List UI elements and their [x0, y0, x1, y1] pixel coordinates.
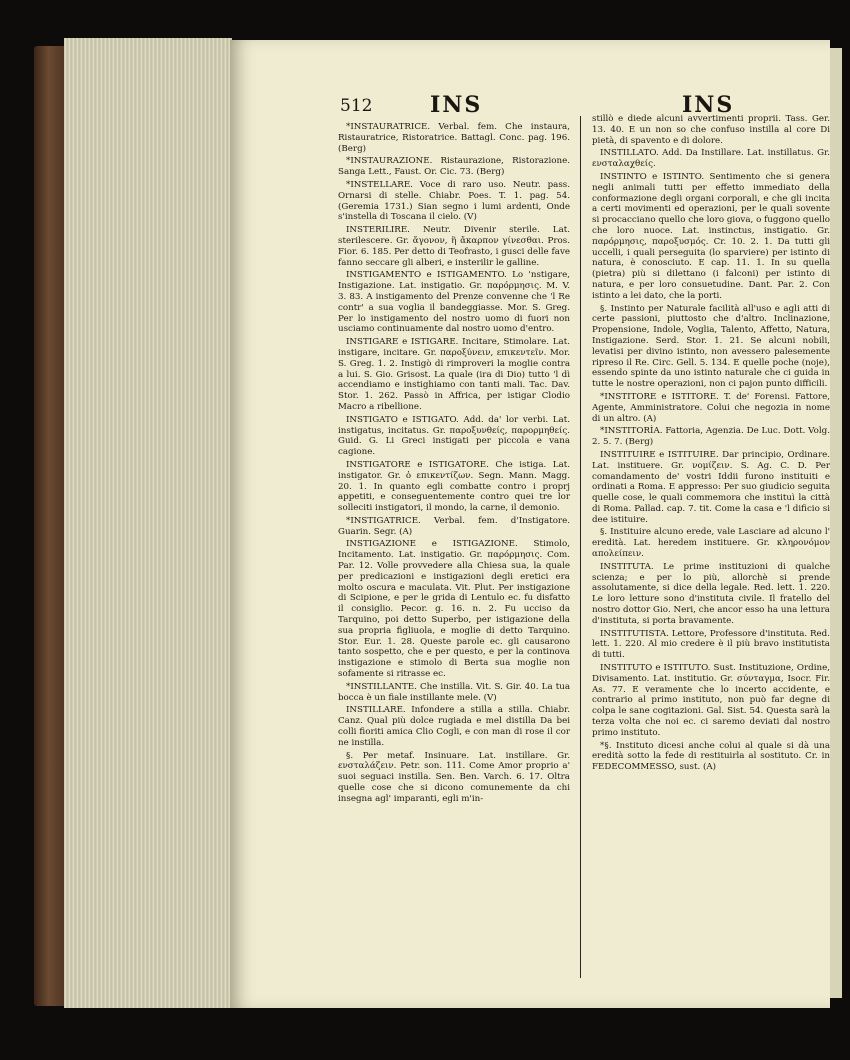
running-head-right: INS — [682, 92, 735, 118]
entry: *INSTITORÌA. Fattoria, Agenzia. De Luc. Dott. Volg. 2. 5. 7. (Berg) — [592, 426, 830, 448]
book — [34, 38, 834, 1010]
entry: *INSTAURATRICE. Verbal. fem. Che instaura, Ristauratrice, Ristoratrice. Battagl. Conc. pag. 196. (Berg) — [338, 122, 570, 154]
right-column — [592, 114, 830, 775]
entry: INSTITUIRE e ISTITUIRE. Dar principio, Ordinare. Lat. instituere. Gr. νομίζειν. S. Ag. C. D. Per comandamento de' vostri Iddii furono instituiti e ordinati a Roma. E appresso: Per suo giudicio seguita quelle cose, le quali commemora che instituì la città di Roma. Pallad. cap. 7. tit. Come la casa e 'l dificio si dee istituire. — [592, 449, 830, 525]
entry: INSTIGARE e ISTIGARE. Incitare, Stimolare. Lat. instigare, incitare. Gr. παροξύνειν, επικεντεῖν. Mor. S. Greg. 1. 2. Instigò di rimproveri la moglie contra a lui. S. Gio. Grisost. La quale (ira di Dio) tutto 'l dì accendiamo e instighiamo con tanti mali. Tac. Dav. Stor. 1. 262. Passò in Affrica, per istigar Clodio Macro a ribellione. — [338, 337, 570, 412]
entry: stillò e diede alcuni avvertimenti proprii. Tass. Ger. 13. 40. E un non so che confuso instilla al core Di pietà, di spavento e di dolore. — [592, 114, 830, 146]
entry: §. Instituire alcuno erede, vale Lasciare ad alcuno l' eredità. Lat. heredem instituere. Gr. κληρονόμον απολείπειν. — [592, 527, 830, 560]
entry: *INSTELLARE. Voce di raro uso. Neutr. pass. Ornarsi di stelle. Chiabr. Poes. T. 1. pag. 54. (Geremia 1731.) Sian segno i lumi ardenti, Onde s'instella di Toscana il cielo. (V) — [338, 179, 570, 223]
column-divider — [580, 116, 581, 978]
page-edges — [64, 38, 232, 1008]
running-head-left: INS — [430, 92, 483, 118]
entry: INSTITUTO e ISTITUTO. Sust. Instituzione, Ordine, Divisamento. Lat. institutio. Gr. σύνταγμα, Isocr. Fir. As. 77. E veramente che lo incerto accidente, e contrario al primo instituto, non può far degne di colpa le sane cogitazioni. Gal. Sist. 54. Questa sarà la terza volta che noi ec. ci saremo deviati dal nostro primo instituto. — [592, 663, 830, 738]
entry: INSTIGAMENTO e ISTIGAMENTO. Lo 'nstigare, Instigazione. Lat. instigatio. Gr. παρόρμησις. M. V. 3. 83. A instigamento del Prenze convenne che 'l Re contr' a sua voglia il bandeggiasse. Mor. S. Greg. Per lo instigamento del nostro uomo di fuori non usciamo continuamente dal nostro uomo d'entro. — [338, 270, 570, 335]
entry: INSTITUTISTA. Lettore, Professore d'instituta. Red. lett. 1. 220. Al mio credere è il più bravo institutista di tutti. — [592, 628, 830, 661]
entry: *INSTILLANTE. Che instilla. Vit. S. Gir. 40. La tua bocca è un fiale instillante mele. (V) — [338, 681, 570, 703]
entry: *INSTITORE e ISTITORE. T. de' Forensi. Fattore, Agente, Amministratore. Colui che negozia in nome di un altro. (A) — [592, 391, 830, 424]
entry: INSTIGATO e ISTIGATO. Add. da' lor verbi. Lat. instigatus, incitatus. Gr. παροξυνθείς, παρορμηθείς. Guid. G. Li Greci instigati per piccola e vana cagione. — [338, 414, 570, 458]
right-page-edge — [830, 48, 842, 998]
entry: INSTERILIRE. Neutr. Divenir sterile. Lat. sterilescere. Gr. ἄγονον, ἢ ἄκαρπον γίνεσθαι. Pros. Fior. 6. 185. Per detto di Teofrasto, i gusci delle fave fanno seccare gli alberi, e insterilir le galline. — [338, 225, 570, 268]
dictionary-page — [230, 40, 830, 1008]
entry: *INSTAURAZIONE. Ristaurazione, Ristorazione. Sanga Lett., Faust. Or. Cic. 73. (Berg) — [338, 156, 570, 178]
entry: INSTILLARE. Infondere a stilla a stilla. Chiabr. Canz. Qual più dolce rugiada e mel distilla Da bei colli fioriti amica Clio Cogli, e con man di rose il cor ne instilla. — [338, 705, 570, 748]
entry: *INSTIGATRICE. Verbal. fem. d'Instigatore. Guarin. Segr. (A) — [338, 515, 570, 537]
page-number: 512 — [340, 96, 373, 116]
entry: INSTINTO e ISTINTO. Sentimento che si genera negli animali tutti per effetto immediato della conformazione degli organi corporali, e che gli incita a certi movimenti ed operazioni, per le quali sovente si procacciano quello che loro giova, o fuggono quello che loro nuoce. Lat. instinctus, instigatio. Gr. παρόρμησις, παροξυσμός. Cr. 10. 2. 1. Da tutti gli uccelli, i quali perseguita (lo sparviere) per istinto di natura, è conosciuto. E cap. 11. 1. In su quella (pietra) più si dilettano (i falconi) per istinto di natura, e per loro consuetudine. Dant. Par. 2. Con istinto a lei dato, che la porti. — [592, 171, 830, 301]
entry: INSTITUTA. Le prime instituzioni di qualche scienza; e per lo più, allorchè si prende assolutamente, si dice della legale. Red. lett. 1. 220. Le loro letture sono d'instituta civile. Il fratello del nostro dottor Gio. Neri, che ancor esso ha una lettura d'instituta, si porta bravamente. — [592, 561, 830, 626]
left-column — [338, 122, 570, 807]
entry: §. Per metaf. Insinuare. Lat. instillare. Gr. ενσταλάζειν. Petr. son. 111. Come Amor proprio a' suoi seguaci instilla. Sen. Ben. Varch. 6. 17. Oltra quelle cose che si dicono comunemente da chi insegna agl' imparanti, egli m'in- — [338, 750, 570, 804]
entry: INSTIGAZIONE e ISTIGAZIONE. Stimolo, Incitamento. Lat. instigatio. Gr. παρόρμησις. Com. Par. 12. Volle provvedere alla Chiesa sua, la quale per predicazioni e instigazioni degli eretici era molto oscura e maculata. Vit. Plut. Per instigazione di Scipione, e per le grida di Lentulo ec. fu disfatto il consiglio. Pecor. g. 16. n. 2. Fu ucciso da Tarquino, poi detto Superbo, per istigazione della sua propria figliuola, e moglie di detto Tarquino. Stor. Eur. 1. 28. Queste parole ec. gli causarono tanto sospetto, che e per questo, e per la continova instigazione e stimolo di Berta sua moglie non sofamente si ritrasse ec. — [338, 539, 570, 680]
entry: §. Instinto per Naturale facilità all'uso e agli atti di certe passioni, piuttosto che d'altro. Inclinazione, Propensione, Indole, Voglia, Talento, Affetto, Natura, Instigazione. Serd. Stor. 1. 21. Se alcuni nobili, levatisi per divino istinto, non avessero palesemente ripreso il Re. Circ. Gell. 5. 134. E quelle poche (noje), essendo spinte da uno istinto naturale che ci guida in tutte le nostre operazioni, non ci pajon punto difficili. — [592, 303, 830, 390]
entry: INSTILLATO. Add. Da Instillare. Lat. instillatus. Gr. ενσταλαχθείς. — [592, 148, 830, 170]
entry: INSTIGATORE e ISTIGATORE. Che istiga. Lat. instigator. Gr. ὁ επικεντίζων. Segn. Mann. Magg. 20. 1. In quanto egli combatte contro i proprj appetiti, e conseguentemente contro quei tre lor solleciti instigatori, il mondo, la carne, il demonio. — [338, 459, 570, 514]
entry: *§. Instituto dicesi anche colui al quale si dà una eredità sotto la fede di restituirla al sostituto. Cr. in FEDECOMMESSO, sust. (A) — [592, 740, 830, 773]
